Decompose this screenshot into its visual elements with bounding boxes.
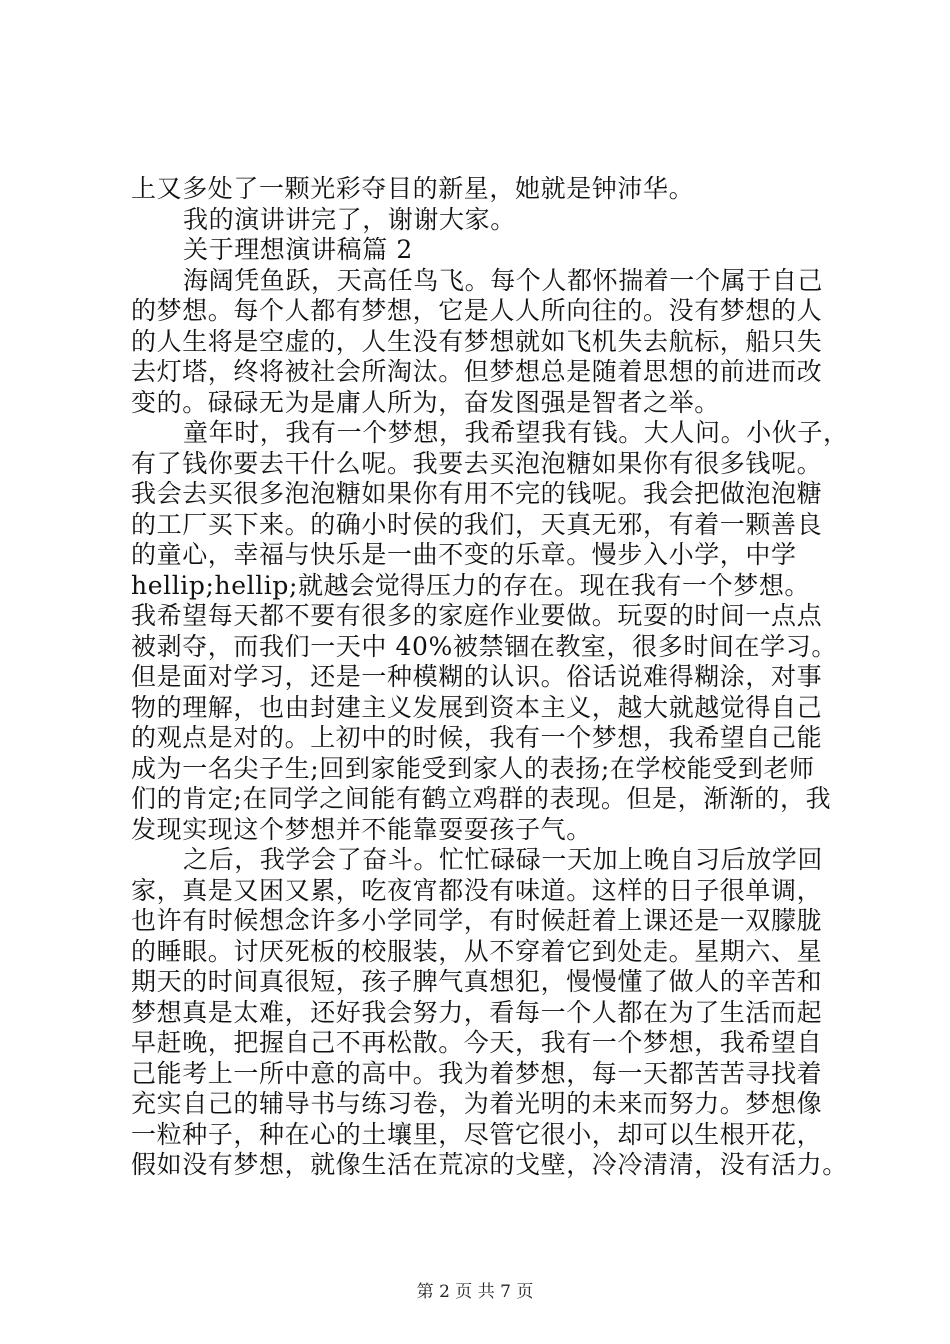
text-line: 己能考上一所中意的高中。我为着梦想，每一天都苦苦寻找着: [131, 1058, 823, 1088]
text-line: 的工厂买下来。的确小时侯的我们，天真无邪，有着一颗善良: [131, 509, 823, 539]
text-line: 我的演讲讲完了，谢谢大家。: [183, 204, 516, 234]
text-line: 我希望每天都不要有很多的家庭作业要做。玩耍的时间一点点: [131, 601, 823, 630]
text-line: 被剥夺，而我们一天中 40%被禁锢在教室，很多时间在学习。: [131, 631, 837, 661]
text-line: 我会去买很多泡泡糖如果你有用不完的钱呢。我会把做泡泡糖: [131, 479, 823, 508]
text-line: 一粒种子，种在心的土壤里，尽管它很小，却可以生根开花，: [131, 1119, 823, 1149]
text-line: 家，真是又困又累，吃夜宵都没有味道。这样的日子很单调，: [131, 875, 823, 905]
text-line: 的童心，幸福与快乐是一曲不变的乐章。慢步入小学，中学: [131, 540, 797, 569]
text-line: hellip;hellip;就越会觉得压力的存在。现在我有一个梦想。: [131, 570, 811, 600]
text-line: 关于理想演讲稿篇 2: [183, 235, 413, 264]
page-number-footer: 第 2 页 共 7 页: [416, 1282, 534, 1302]
text-line: 海阔凭鱼跃，天高任鸟飞。每个人都怀揣着一个属于自己: [183, 265, 824, 295]
text-line: 的观点是对的。上初中的时候，我有一个梦想，我希望自己能: [131, 723, 823, 752]
text-line: 假如没有梦想，就像生活在荒凉的戈壁，冷冷清清，没有活力。: [131, 1150, 848, 1179]
text-line: 但是面对学习，还是一种模糊的认识。俗话说难得糊涂，对事: [131, 662, 823, 691]
text-line: 物的理解，也由封建主义发展到资本主义，越大就越觉得自己: [131, 692, 823, 722]
text-line: 们的肯定;在同学之间能有鹤立鸡群的表现。但是，渐渐的，我: [131, 784, 832, 813]
text-line: 的睡眼。讨厌死板的校服装，从不穿着它到处走。星期六、星: [131, 936, 823, 966]
text-line: 去灯塔，终将被社会所淘汰。但梦想总是随着思想的前进而改: [131, 357, 823, 386]
text-line: 早赶晚，把握自己不再松散。今天，我有一个梦想，我希望自: [131, 1028, 823, 1057]
text-line: 的人生将是空虚的，人生没有梦想就如飞机失去航标，船只失: [131, 326, 823, 356]
text-line: 梦想真是太难，还好我会努力，看每一个人都在为了生活而起: [131, 997, 823, 1027]
text-line: 上又多处了一颗光彩夺目的新星，她就是钟沛华。: [131, 174, 695, 203]
text-line: 也许有时候想念许多小学同学，有时候赶着上课还是一双朦胧: [131, 906, 823, 935]
text-line: 成为一名尖子生;回到家能受到家人的表扬;在学校能受到老师: [131, 753, 815, 783]
text-line: 充实自己的辅导书与练习卷，为着光明的未来而努力。梦想像: [131, 1089, 823, 1118]
text-line: 期天的时间真很短，孩子脾气真想犯，慢慢懂了做人的辛苦和: [131, 967, 823, 996]
document-body: [131, 174, 849, 1181]
text-line: 变的。碌碌无为是庸人所为，奋发图强是智者之举。: [131, 387, 720, 417]
text-line: 童年时，我有一个梦想，我希望我有钱。大人问。小伙子，: [183, 418, 849, 447]
text-line: 之后，我学会了奋斗。忙忙碌碌一天加上晚自习后放学回: [183, 845, 824, 874]
text-line: 的梦想。每个人都有梦想，它是人人所向往的。没有梦想的人: [131, 296, 823, 325]
text-line: 发现实现这个梦想并不能靠耍耍孩子气。: [131, 814, 592, 844]
text-line: 有了钱你要去干什么呢。我要去买泡泡糖如果你有很多钱呢。: [131, 448, 823, 478]
